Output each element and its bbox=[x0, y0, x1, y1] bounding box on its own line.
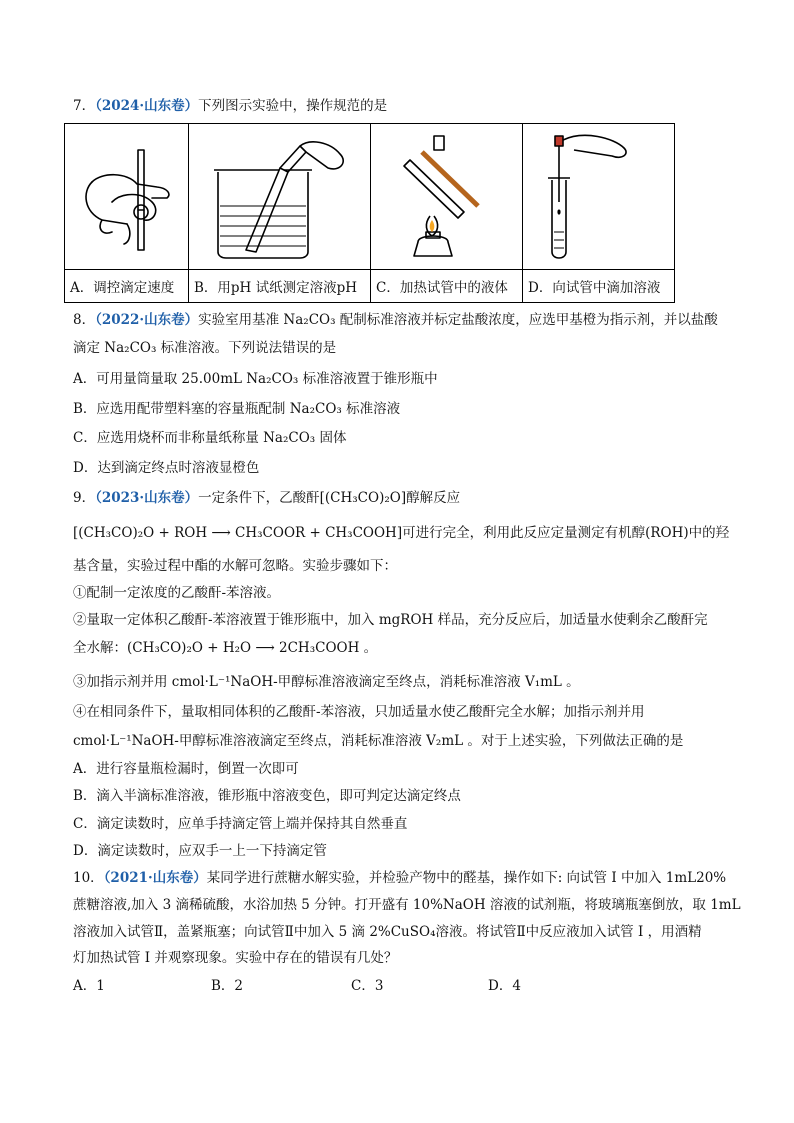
heating-test-tube-illustration bbox=[382, 132, 512, 262]
q8-stem-line2: 滴定 Na₂CO₃ 标准溶液。下列说法错误的是 bbox=[73, 340, 337, 356]
q10-stem-line1 bbox=[73, 868, 726, 888]
q8-option-c: C．应选用烧杯而非称量纸称量 Na₂CO₃ 固体 bbox=[73, 430, 347, 446]
q7-figure-b bbox=[189, 124, 371, 270]
q7-figure-table bbox=[64, 123, 675, 303]
q10-source: （2021·山东卷） bbox=[103, 870, 207, 886]
q10-option-d: D．4 bbox=[488, 978, 521, 994]
q9-stem-line1 bbox=[73, 488, 460, 508]
q10-stem-text-1: 某同学进行蔗糖水解实验，并检验产物中的醛基，操作如下: 向试管 I 中加入 1mL20% bbox=[206, 870, 727, 886]
q8-option-a: A．可用量筒量取 25.00mL Na₂CO₃ 标准溶液置于锥形瓶中 bbox=[73, 371, 438, 387]
q10-stem-line2: 蔗糖溶液,加入 3 滴稀硫酸，水浴加热 5 分钟。打开盛有 10%NaOH 溶液的试剂瓶，将玻璃瓶塞倒放，取 1mL bbox=[73, 897, 741, 913]
q8-stem-line1 bbox=[73, 310, 718, 330]
q7-stem bbox=[73, 96, 387, 116]
q9-option-c: C．滴定读数时，应单手持滴定管上端并保持其自然垂直 bbox=[73, 816, 408, 832]
dropper-test-tube-illustration bbox=[534, 132, 664, 262]
q10-stem-line3: 溶液加入试管Ⅱ，盖紧瓶塞；向试管Ⅱ中加入 5 滴 2%CuSO₄溶液。将试管Ⅱ中反应液加入试管 I ，用酒精 bbox=[73, 924, 702, 940]
q7-figure-c bbox=[371, 124, 523, 270]
q9-source: （2023·山东卷） bbox=[95, 490, 199, 506]
q9-option-d: D．滴定读数时，应双手一上一下持滴定管 bbox=[73, 843, 327, 859]
q9-step2-line1: ②量取一定体积乙酸酐-苯溶液置于锥形瓶中，加入 mgROH 样品，充分反应后，加适量水使剩余乙酸酐完 bbox=[73, 612, 708, 628]
q10-option-c: C．3 bbox=[351, 978, 384, 994]
q9-option-a: A．进行容量瓶检漏时，倒置一次即可 bbox=[73, 761, 299, 777]
q10-options bbox=[73, 976, 521, 996]
q9-stem-line3: 基含量，实验过程中酯的水解可忽略。实验步骤如下： bbox=[73, 558, 397, 574]
q7-number: 7． bbox=[73, 98, 96, 114]
q9-number: 9． bbox=[73, 490, 96, 506]
q9-step2-line2: 全水解：(CH₃CO)₂O + H₂O ⟶ 2CH₃COOH 。 bbox=[73, 640, 378, 656]
q9-option-b: B．滴入半滴标准溶液，锥形瓶中溶液变色，即可判定达滴定终点 bbox=[73, 788, 461, 804]
q9-stem-line2: [(CH₃CO)₂O + ROH ⟶ CH₃COOR + CH₃COOH]可进行完全，利用此反应定量测定有机醇(ROH)中的羟 bbox=[73, 525, 730, 541]
ph-paper-beaker-illustration bbox=[200, 132, 360, 262]
q9-stem-text-1: 一定条件下，乙酸酐[(CH₃CO)₂O]醇解反应 bbox=[198, 490, 461, 506]
q10-option-a: A．1 bbox=[73, 978, 105, 994]
q7-source: （2024·山东卷） bbox=[95, 98, 199, 114]
q10-number: 10． bbox=[73, 870, 104, 886]
q8-stem-text-1: 实验室用基准 Na₂CO₃ 配制标准溶液并标定盐酸浓度，应选甲基橙为指示剂，并以盐酸 bbox=[198, 312, 718, 328]
q9-step4-line1: ④在相同条件下，量取相同体积的乙酸酐-苯溶液，只加适量水使乙酸酐完全水解；加指示剂并用 bbox=[73, 704, 645, 720]
q9-step3: ③加指示剂并用 cmol·L⁻¹NaOH-甲醇标准溶液滴定至终点，消耗标准溶液 V₁mL 。 bbox=[73, 674, 580, 690]
titration-hand-illustration bbox=[72, 132, 182, 262]
q7-option-b: B．用pH 试纸测定溶液pH bbox=[189, 270, 371, 303]
q7-stem-text: 下列图示实验中，操作规范的是 bbox=[198, 98, 388, 114]
q10-stem-line4: 灯加热试管 I 并观察现象。实验中存在的错误有几处？ bbox=[73, 950, 398, 966]
q8-option-d: D．达到滴定终点时溶液显橙色 bbox=[73, 460, 260, 476]
q7-figure-d bbox=[523, 124, 675, 270]
q8-number: 8． bbox=[73, 312, 96, 328]
q7-option-a: A．调控滴定速度 bbox=[65, 270, 189, 303]
q9-step1: ①配制一定浓度的乙酸酐-苯溶液。 bbox=[73, 585, 281, 601]
q8-source: （2022·山东卷） bbox=[95, 312, 199, 328]
q9-step4-line2: cmol·L⁻¹NaOH-甲醇标准溶液滴定至终点，消耗标准溶液 V₂mL 。对于上述实验，下列做法正确的是 bbox=[73, 733, 684, 749]
q8-option-b: B．应选用配带塑料塞的容量瓶配制 Na₂CO₃ 标准溶液 bbox=[73, 401, 401, 417]
q7-figure-a bbox=[65, 124, 189, 270]
q10-option-b: B．2 bbox=[211, 978, 244, 994]
q7-option-d: D．向试管中滴加溶液 bbox=[523, 270, 675, 303]
q7-option-c: C．加热试管中的液体 bbox=[371, 270, 523, 303]
